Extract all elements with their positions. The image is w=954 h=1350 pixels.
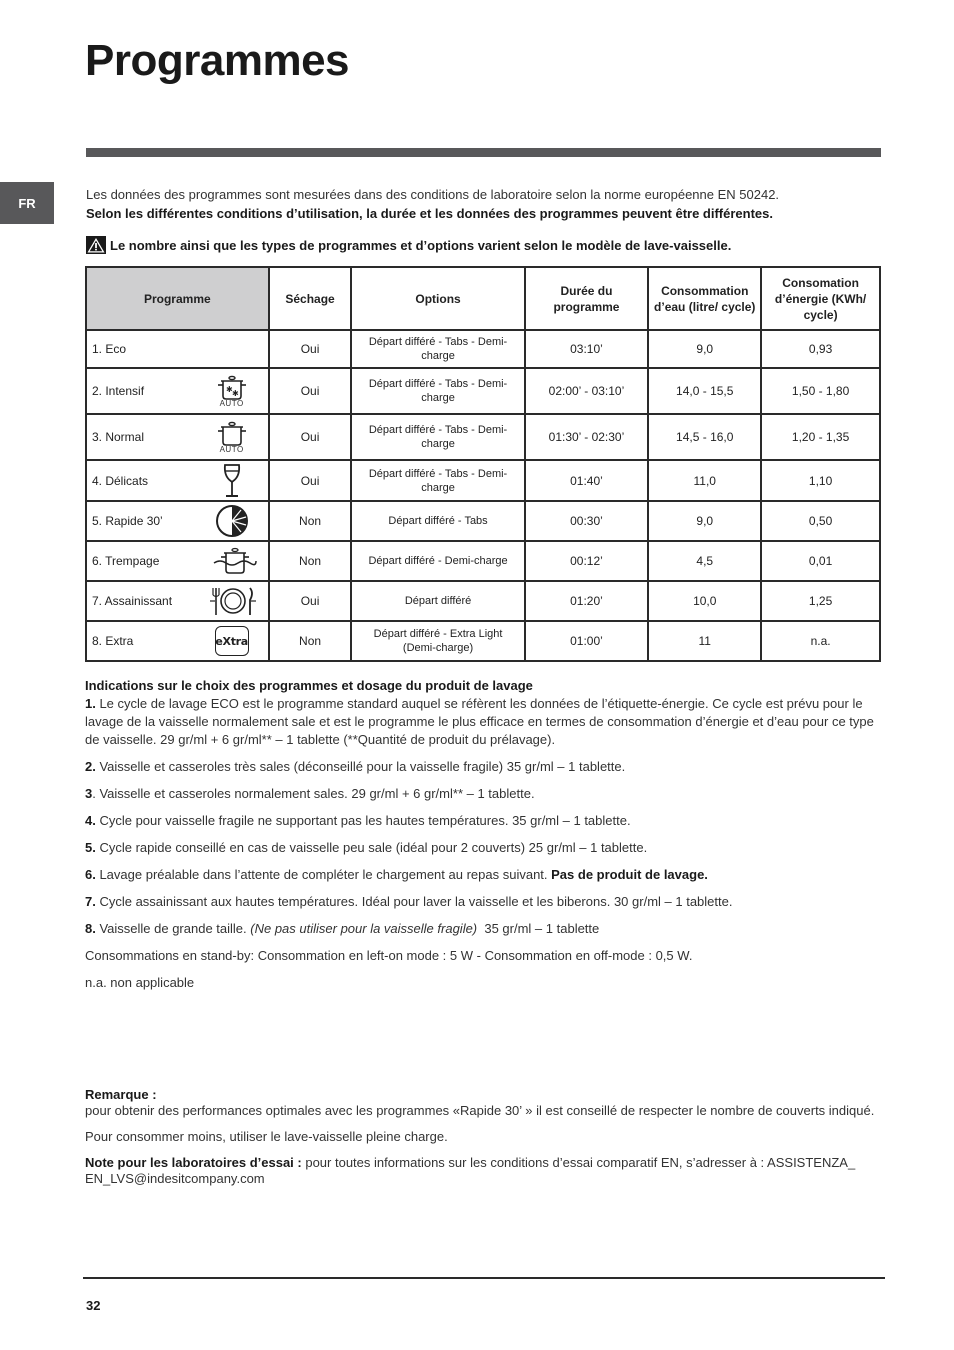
svg-text:✱: ✱ (225, 385, 233, 394)
energie-cell: 0,01 (761, 541, 880, 581)
programme-name-cell (86, 330, 269, 368)
pot-auto-intensive-icon (213, 372, 251, 410)
programme-name-cell (86, 621, 269, 661)
duree-cell: 00:30’ (525, 501, 649, 541)
note-4 (85, 812, 883, 830)
sechage-cell: Oui (269, 460, 352, 501)
model-warning (86, 236, 886, 254)
note-number: 8. (85, 921, 96, 936)
energie-cell: n.a. (761, 621, 880, 661)
options-cell: Départ différé - Tabs (351, 501, 524, 541)
title-divider (86, 148, 881, 157)
auto-label: AUTO (219, 399, 244, 408)
auto-label: AUTO (219, 445, 244, 454)
eau-cell: 4,5 (648, 541, 761, 581)
note-text: Vaisselle et casseroles très sales (déconseillé pour la vaisselle fragile) 35 gr/ml – 1 tablette. (95, 759, 626, 774)
table-row (86, 581, 880, 621)
note-italic: (Ne pas utiliser pour la vaisselle fragile) (250, 921, 478, 936)
remark-text-2: Pour consommer moins, utiliser le lave-vaisselle pleine charge. (85, 1129, 448, 1144)
note-number: 1. (85, 696, 96, 711)
programme-notes (85, 677, 883, 1001)
options-cell: Départ différé - Tabs - Demi-charge (351, 330, 524, 368)
sechage-cell: Oui (269, 581, 352, 621)
programme-name-cell (86, 501, 269, 541)
programme-name-cell (86, 460, 269, 501)
header-programme: Programme (86, 267, 269, 330)
programme-name-cell (86, 368, 269, 414)
note-text: . Vaisselle et casseroles normalement sales. 29 gr/ml + 6 gr/ml** – 1 tablette. (92, 786, 535, 801)
note-number: 3 (85, 786, 93, 801)
eau-cell: 14,0 - 15,5 (648, 368, 761, 414)
table-row (86, 501, 880, 541)
eau-cell: 10,0 (648, 581, 761, 621)
programme-name: 7. Assainissant (92, 594, 173, 608)
eau-cell: 11 (648, 621, 761, 661)
pot-auto-icon (213, 418, 251, 456)
standby-consumption: Consommations en stand-by: Consommation en left-on mode : 5 W - Consommation en off-mode : 0,5 W. (85, 948, 693, 963)
sechage-cell: Oui (269, 414, 352, 460)
lab-note (85, 1155, 883, 1187)
footer-divider (83, 1277, 885, 1279)
table-row (86, 414, 880, 460)
language-tab: FR (0, 182, 54, 224)
energie-cell: 0,93 (761, 330, 880, 368)
energie-cell: 0,50 (761, 501, 880, 541)
note-7 (85, 893, 883, 911)
duree-cell: 03:10’ (525, 330, 649, 368)
extra-badge-label: eXtra (215, 626, 249, 656)
lab-note-text: pour toutes informations sur les conditions d’essai comparatif EN, s’adresser à : ASSISTENZA_ EN_LVS@indesitcompany.com (85, 1155, 856, 1186)
programme-name: 4. Délicats (92, 473, 149, 488)
energie-cell: 1,20 - 1,35 (761, 414, 880, 460)
table-row (86, 330, 880, 368)
remark-title (85, 1087, 883, 1103)
note-5 (85, 839, 883, 857)
sechage-cell: Non (269, 541, 352, 581)
note-2 (85, 758, 883, 776)
programme-table (85, 266, 881, 662)
sechage-cell: Non (269, 621, 352, 661)
energie-cell: 1,25 (761, 581, 880, 621)
table-header-row (86, 267, 880, 330)
table-row (86, 541, 880, 581)
na-legend: n.a. non applicable (85, 975, 195, 990)
lab-note-title: Note pour les laboratoires d’essai : (85, 1155, 302, 1170)
remark-title-text: Remarque : (85, 1087, 157, 1102)
sechage-cell: Oui (269, 368, 352, 414)
note-8 (85, 920, 883, 938)
note-number: 2. (85, 759, 96, 774)
eau-cell: 11,0 (648, 460, 761, 501)
options-cell: Départ différé - Tabs - Demi-charge (351, 460, 524, 501)
note-text: Cycle rapide conseillé en cas de vaisselle peu sale (idéal pour 2 couverts) 25 gr/ml – 1 tablette. (95, 840, 648, 855)
warning-triangle-icon (86, 236, 106, 254)
options-cell: Départ différé - Tabs - Demi-charge (351, 414, 524, 460)
page-title: Programmes (85, 36, 350, 85)
note-number: 4. (85, 813, 96, 828)
note-6 (85, 866, 883, 884)
intro-text (86, 185, 886, 223)
duree-cell: 01:30’ - 02:30’ (525, 414, 649, 460)
options-cell: Départ différé - Extra Light (Demi-charge) (351, 621, 524, 661)
eau-cell: 14,5 - 16,0 (648, 414, 761, 460)
programme-name: 6. Trempage (92, 554, 160, 568)
note-text: 35 gr/ml – 1 tablette (477, 921, 600, 936)
soak-pot-icon (212, 542, 258, 580)
programme-name: 1. Eco (92, 342, 127, 356)
note-text: Vaisselle de grande taille. (95, 921, 251, 936)
options-cell: Départ différé - Tabs - Demi-charge (351, 368, 524, 414)
note-text: Cycle pour vaisselle fragile ne supportant pas les hautes températures. 35 gr/ml – 1 tablette. (95, 813, 631, 828)
remarks-section (85, 1087, 883, 1197)
table-row (86, 621, 880, 661)
remark-text-1: pour obtenir des performances optimales avec les programmes «Rapide 30’ » il est conseillé de respecter le nombre de couverts indiqué. (85, 1103, 875, 1118)
intro-line-1: Les données des programmes sont mesurées dans des conditions de laboratoire selon la norme européenne EN 50242. (86, 187, 780, 202)
programme-name-cell (86, 581, 269, 621)
options-cell: Départ différé - Demi-charge (351, 541, 524, 581)
note-text: Cycle assainissant aux hautes températures. Idéal pour laver la vaisselle et les biberons. 30 gr/ml – 1 tablette. (95, 894, 733, 909)
plate-cutlery-icon (210, 582, 256, 620)
table-row (86, 460, 880, 501)
note-emphasis: Pas de produit de lavage. (551, 867, 708, 882)
programme-name-cell (86, 414, 269, 460)
note-1 (85, 695, 883, 749)
programme-name-cell (86, 541, 269, 581)
eau-cell: 9,0 (648, 501, 761, 541)
header-options: Options (351, 267, 524, 330)
note-3 (85, 785, 883, 803)
intro-line-2: Selon les différentes conditions d’utilisation, la durée et les données des programmes peuvent être différentes. (86, 206, 774, 221)
half-clock-icon (213, 502, 251, 540)
duree-cell: 01:00’ (525, 621, 649, 661)
energie-cell: 1,50 - 1,80 (761, 368, 880, 414)
extra-badge-icon (213, 622, 251, 660)
energie-cell: 1,10 (761, 460, 880, 501)
note-text: Le cycle de lavage ECO est le programme standard auquel se réfèrent les données de l’étiquette-énergie. Ce cycle est prévu pour le lavage de la vaisselle normalement sale et est le programme le plus efficace en termes de consommation d’énergie et d’eau pour ce type de vaisselle. 29 gr/ml + 6 gr/ml** – 1 tablette (**Quantité de produit du prélavage). (85, 696, 874, 747)
header-eau: Consommation d’eau (litre/ cycle) (648, 267, 761, 330)
svg-text:✱: ✱ (231, 389, 239, 398)
note-number: 7. (85, 894, 96, 909)
warning-text: Le nombre ainsi que les types de programmes et d’options varient selon le modèle de lave-vaisselle. (110, 237, 732, 253)
note-number: 5. (85, 840, 96, 855)
programme-name: 8. Extra (92, 634, 134, 648)
options-cell: Départ différé (351, 581, 524, 621)
programme-name: 3. Normal (92, 430, 145, 444)
duree-cell: 01:40’ (525, 460, 649, 501)
page-number: 32 (86, 1298, 101, 1313)
duree-cell: 01:20’ (525, 581, 649, 621)
note-text: Lavage préalable dans l’attente de compléter le chargement au repas suivant. (95, 867, 552, 882)
programme-name: 2. Intensif (92, 384, 145, 398)
sechage-cell: Non (269, 501, 352, 541)
duree-cell: 02:00’ - 03:10’ (525, 368, 649, 414)
header-sechage: Séchage (269, 267, 352, 330)
eau-cell: 9,0 (648, 330, 761, 368)
header-energie: Consomation d’énergie (KWh/ cycle) (761, 267, 880, 330)
duree-cell: 00:12’ (525, 541, 649, 581)
notes-heading: Indications sur le choix des programmes et dosage du produit de lavage (85, 678, 533, 693)
programme-name: 5. Rapide 30’ (92, 514, 163, 528)
header-duree: Durée du programme (525, 267, 649, 330)
table-row (86, 368, 880, 414)
wine-glass-icon (213, 462, 251, 500)
sechage-cell: Oui (269, 330, 352, 368)
note-number: 6. (85, 867, 96, 882)
